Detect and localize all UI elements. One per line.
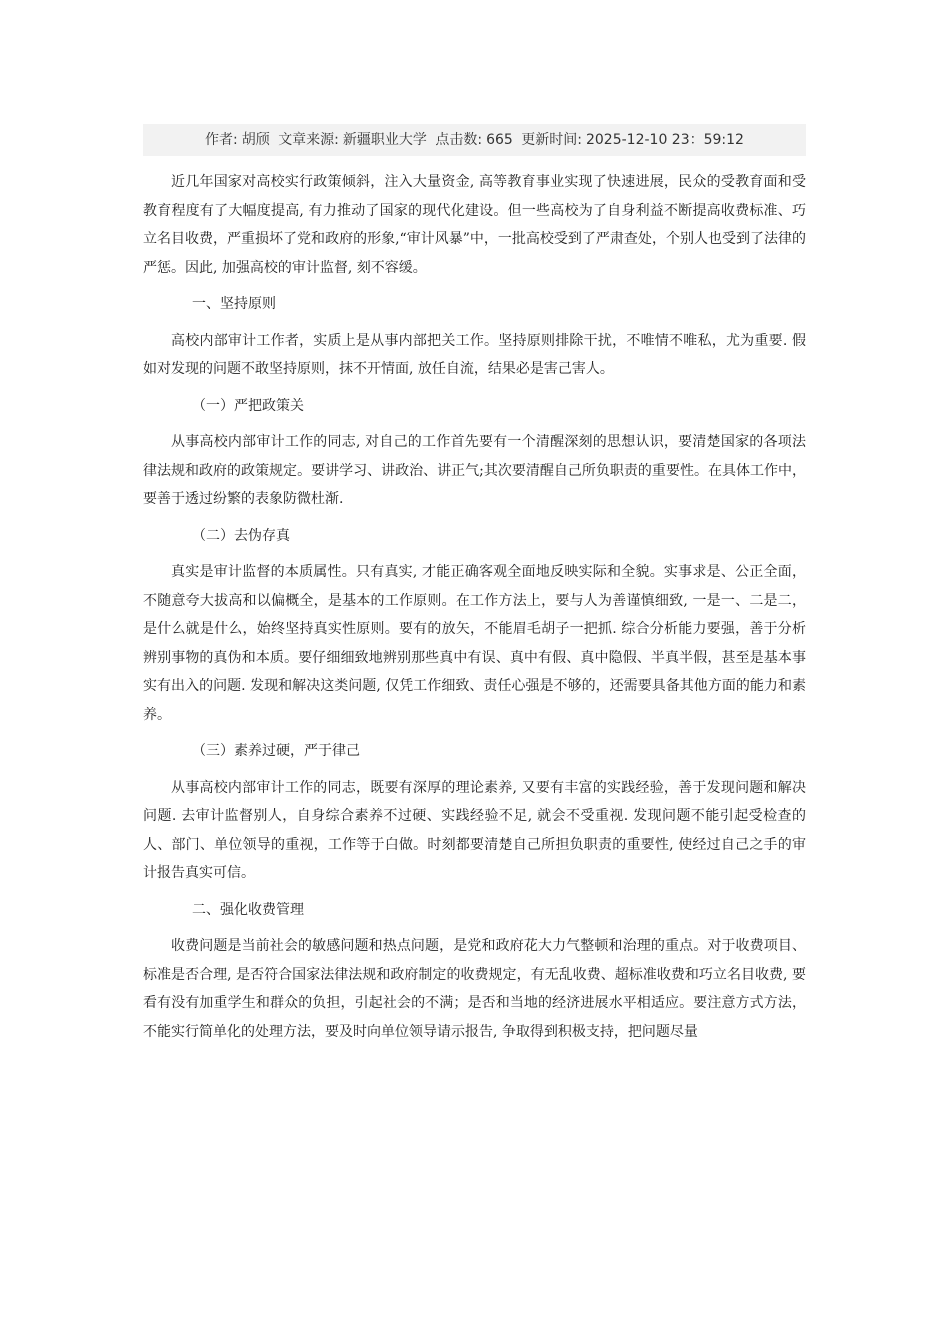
click-count: 665 — [486, 132, 513, 148]
article-meta-bar — [143, 124, 806, 156]
source-label: 文章来源: — [278, 132, 339, 148]
updated-label: 更新时间: — [521, 132, 582, 148]
paragraph-fees: 收费问题是当前社会的敏感问题和热点问题，是党和政府花大力气整顿和治理的重点。对于收费项目、标准是否合理, 是否符合国家法律法规和政府制定的收费规定，有无乱收费、超标准收费和巧立名目收费, 要看有没有加重学生和群众的负担，引起社会的不满；是否和当地的经济进展水平相适应。要注意方式方法，不能实行简单化的处理方法，要及时向单位领导请示报告, 争取得到积极支持，把问题尽量 — [143, 938, 806, 1040]
paragraph-policy: 从事高校内部审计工作的同志, 对自己的工作首先要有一个清醒深刻的思想认识，要清楚国家的各项法律法规和政府的政策规定。要讲学习、讲政治、讲正气;其次要清醒自己所负职责的重要性。在具体工作中，要善于透过纷繁的表象防微杜渐. — [143, 434, 806, 507]
subsection-heading-2: （二）去伪存真 — [192, 527, 290, 544]
article-body — [143, 168, 806, 1046]
source-name: 新疆职业大学 — [342, 132, 427, 148]
section-heading-2: 二、强化收费管理 — [192, 901, 304, 918]
paragraph-discipline: 从事高校内部审计工作的同志，既要有深厚的理论素养, 又要有丰富的实践经验，善于发现问题和解决问题. 去审计监督别人，自身综合素养不过硬、实践经验不足, 就会不受重视. 发现问题不能引起受检查的人、部门、单位领导的重视，工作等于白做。时刻都要清楚自己所担负职责的重要性, 使经过自己之手的审计报告真实可信。 — [143, 779, 806, 881]
paragraph-principle: 高校内部审计工作者，实质上是从事内部把关工作。坚持原则排除干扰，不唯情不唯私，尤为重要. 假如对发现的问题不敢坚持原则，抹不开情面, 放任自流，结果必是害己害人。 — [143, 332, 806, 377]
author-name: 胡颀 — [241, 132, 270, 148]
updated-time: 2025-12-10 23：59:12 — [585, 132, 744, 148]
subsection-heading-1: （一）严把政策关 — [192, 397, 304, 414]
subsection-heading-3: （三）素养过硬，严于律己 — [192, 743, 360, 759]
paragraph-truth: 真实是审计监督的本质属性。只有真实, 才能正确客观全面地反映实际和全貌。实事求是、公正全面，不随意夸大拔高和以偏概全，是基本的工作原则。在工作方法上，要与人为善谨慎细致, 一是一、二是二，是什么就是什么，始终坚持真实性原则。要有的放矢，不能眉毛胡子一把抓. 综合分析能力要强，善于分析辨别事物的真伪和本质。要仔细细致地辨别那些真中有误、真中有假、真中隐假、半真半假，甚至是基本事实有出入的问题. 发现和解决这类问题, 仅凭工作细致、责任心强是不够的，还需要具备其他方面的能力和素养。 — [143, 564, 806, 723]
clicks-label: 点击数: — [435, 132, 483, 148]
article-page — [143, 124, 806, 1054]
paragraph-intro: 近几年国家对高校实行政策倾斜，注入大量资金, 高等教育事业实现了快速进展，民众的受教育面和受教育程度有了大幅度提高, 有力推动了国家的现代化建设。但一些高校为了自身利益不断提高收费标准、巧立名目收费，严重损坏了党和政府的形象,“审计风暴”中，一批高校受到了严肃查处，个别人也受到了法律的严惩。因此, 加强高校的审计监督, 刻不容缓。 — [143, 174, 806, 276]
section-heading-1: 一、坚持原则 — [192, 296, 276, 312]
author-label: 作者: — [205, 132, 238, 148]
